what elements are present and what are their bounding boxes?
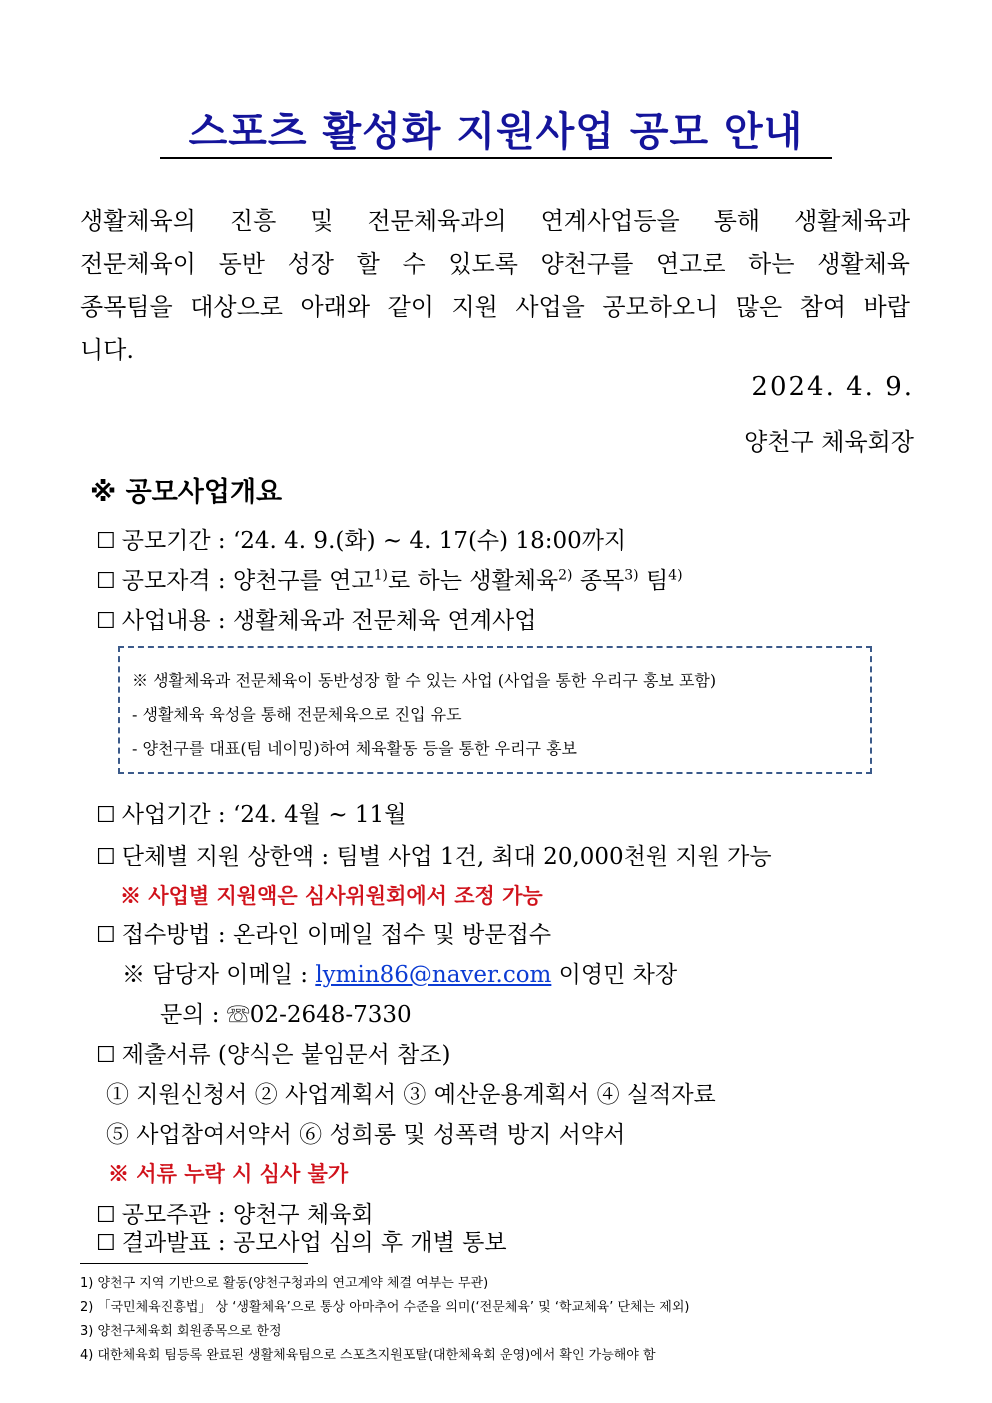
footnote-ref-4: 4) xyxy=(668,567,683,584)
intro-word: 진흥 xyxy=(229,207,277,235)
intro-word: 및 xyxy=(310,207,334,235)
detail-box xyxy=(118,646,872,774)
item-content: ☐ 사업내용 : 생활체육과 전문체육 연계사업 xyxy=(96,608,537,634)
intro-line-1 xyxy=(80,200,910,243)
checkbox-icon: ☐ xyxy=(96,845,116,870)
intro-line-4 xyxy=(80,329,910,372)
intro-word: 같이 xyxy=(387,293,434,321)
intro-paragraph xyxy=(80,200,910,372)
intro-word: 참여 xyxy=(799,293,847,321)
intro-word: 수 xyxy=(402,250,426,278)
intro-word: 생활체육과 xyxy=(794,207,910,235)
intro-line-2 xyxy=(80,243,910,286)
contact-line: ※ 담당자 이메일 : lymin86@naver.com 이영민 차장 xyxy=(122,962,678,988)
checkbox-icon: ☐ xyxy=(96,569,116,594)
contact-email-link[interactable]: lymin86@naver.com xyxy=(315,962,552,988)
item-organizer: ☐ 공모주관 : 양천구 체육회 xyxy=(96,1202,374,1228)
intro-word: 연고로 xyxy=(655,250,726,278)
detail-line-1: ※ 생활체육과 전문체육이 동반성장 할 수 있는 사업 (사업을 통한 우리구 홍보 포함) xyxy=(132,671,717,690)
intro-word: 전문체육이 xyxy=(80,250,196,278)
intro-word: 있도록 xyxy=(448,250,518,278)
checkbox-icon: ☐ xyxy=(96,1231,116,1256)
intro-word: 양천구를 xyxy=(540,250,634,278)
item-business-period: ☐ 사업기간 : ‘24. 4월 ~ 11월 xyxy=(96,802,407,828)
intro-word: 종목팀을 xyxy=(80,293,173,321)
issue-date: 2024. 4. 9. xyxy=(751,372,914,402)
intro-word: 지원 xyxy=(451,293,498,321)
intro-word: 많은 xyxy=(735,293,783,321)
footnote-4: 4) 대한체육회 팀등록 완료된 생활체육팀으로 스포츠지원포탈(대한체육회 운영)에서 확인 가능해야 함 xyxy=(80,1348,656,1363)
documents-note: ※ 서류 누락 시 심사 불가 xyxy=(108,1161,349,1186)
footnote-divider xyxy=(80,1263,308,1264)
checkbox-icon: ☐ xyxy=(96,1043,116,1068)
intro-word: 하는 xyxy=(748,250,795,278)
footnote-ref-3: 3) xyxy=(624,567,639,584)
title-underline xyxy=(160,157,832,159)
checkbox-icon: ☐ xyxy=(96,923,116,948)
intro-word: 아래와 xyxy=(300,293,371,321)
intro-word: 성장 xyxy=(287,250,334,278)
footnote-1: 1) 양천구 지역 기반으로 활동(양천구청과의 연고계약 체결 여부는 무관) xyxy=(80,1276,489,1291)
intro-word: 바랍 xyxy=(863,293,910,321)
checkbox-icon: ☐ xyxy=(96,529,116,554)
footnote-2: 2) 「국민체육진흥법」 상 ‘생활체육’으로 통상 아마추어 수준을 의미(‘전문체육’ 및 ‘학교체육’ 단체는 제외) xyxy=(80,1300,690,1315)
documents-list-2: ⑤ 사업참여서약서 ⑥ 성희롱 및 성폭력 방지 서약서 xyxy=(106,1122,626,1148)
checkbox-icon: ☐ xyxy=(96,1203,116,1228)
issuer: 양천구 체육회장 xyxy=(744,428,914,456)
footnote-ref-1: 1) xyxy=(373,567,388,584)
intro-word: 사업을 xyxy=(515,293,585,321)
footnote-ref-2: 2) xyxy=(558,567,573,584)
checkbox-icon: ☐ xyxy=(96,609,116,634)
section-title: ※ 공모사업개요 xyxy=(90,477,283,508)
item-period: ☐ 공모기간 : ‘24. 4. 9.(화) ~ 4. 17(수) 18:00까지 xyxy=(96,528,627,554)
item-reception: ☐ 접수방법 : 온라인 이메일 접수 및 방문접수 xyxy=(96,922,552,948)
intro-word: 동반 xyxy=(218,250,265,278)
documents-list-1: ① 지원신청서 ② 사업계획서 ③ 예산운용계획서 ④ 실적자료 xyxy=(106,1082,716,1108)
support-note: ※ 사업별 지원액은 심사위원회에서 조정 가능 xyxy=(120,883,543,908)
intro-word: 니다. xyxy=(80,336,134,364)
intro-word: 대상으로 xyxy=(190,293,283,321)
item-announcement: ☐ 결과발표 : 공모사업 심의 후 개별 통보 xyxy=(96,1230,507,1256)
intro-word: 전문체육과의 xyxy=(367,207,507,235)
intro-line-3 xyxy=(80,286,910,329)
item-eligibility: ☐ 공모자격 : 양천구를 연고$^{1)}$로 하는 생활체육$^{2)}$ 종목$^{3)}$ 팀$^{4)}$ xyxy=(96,567,683,594)
intro-word: 공모하오니 xyxy=(602,293,719,321)
checkbox-icon: ☐ xyxy=(96,803,116,828)
intro-word: 생활체육의 xyxy=(80,207,196,235)
intro-word: 통해 xyxy=(713,207,761,235)
item-documents: ☐ 제출서류 (양식은 붙임문서 참조) xyxy=(96,1042,451,1068)
detail-line-2: - 생활체육 육성을 통해 전문체육으로 진입 유도 xyxy=(132,705,462,724)
detail-line-3: - 양천구를 대표(팀 네이밍)하여 체육활동 등을 통한 우리구 홍보 xyxy=(132,739,577,758)
document-title: 스포츠 활성화 지원사업 공모 안내 xyxy=(188,109,804,155)
intro-word: 생활체육 xyxy=(817,250,910,278)
inquiry-line: 문의 : ☏02-2648-7330 xyxy=(160,1002,412,1028)
footnote-3: 3) 양천구체육회 회원종목으로 한정 xyxy=(80,1324,282,1339)
intro-word: 연계사업등을 xyxy=(540,207,680,235)
intro-word: 할 xyxy=(356,250,380,278)
item-support-limit: ☐ 단체별 지원 상한액 : 팀별 사업 1건, 최대 20,000천원 지원 가능 xyxy=(96,844,772,870)
